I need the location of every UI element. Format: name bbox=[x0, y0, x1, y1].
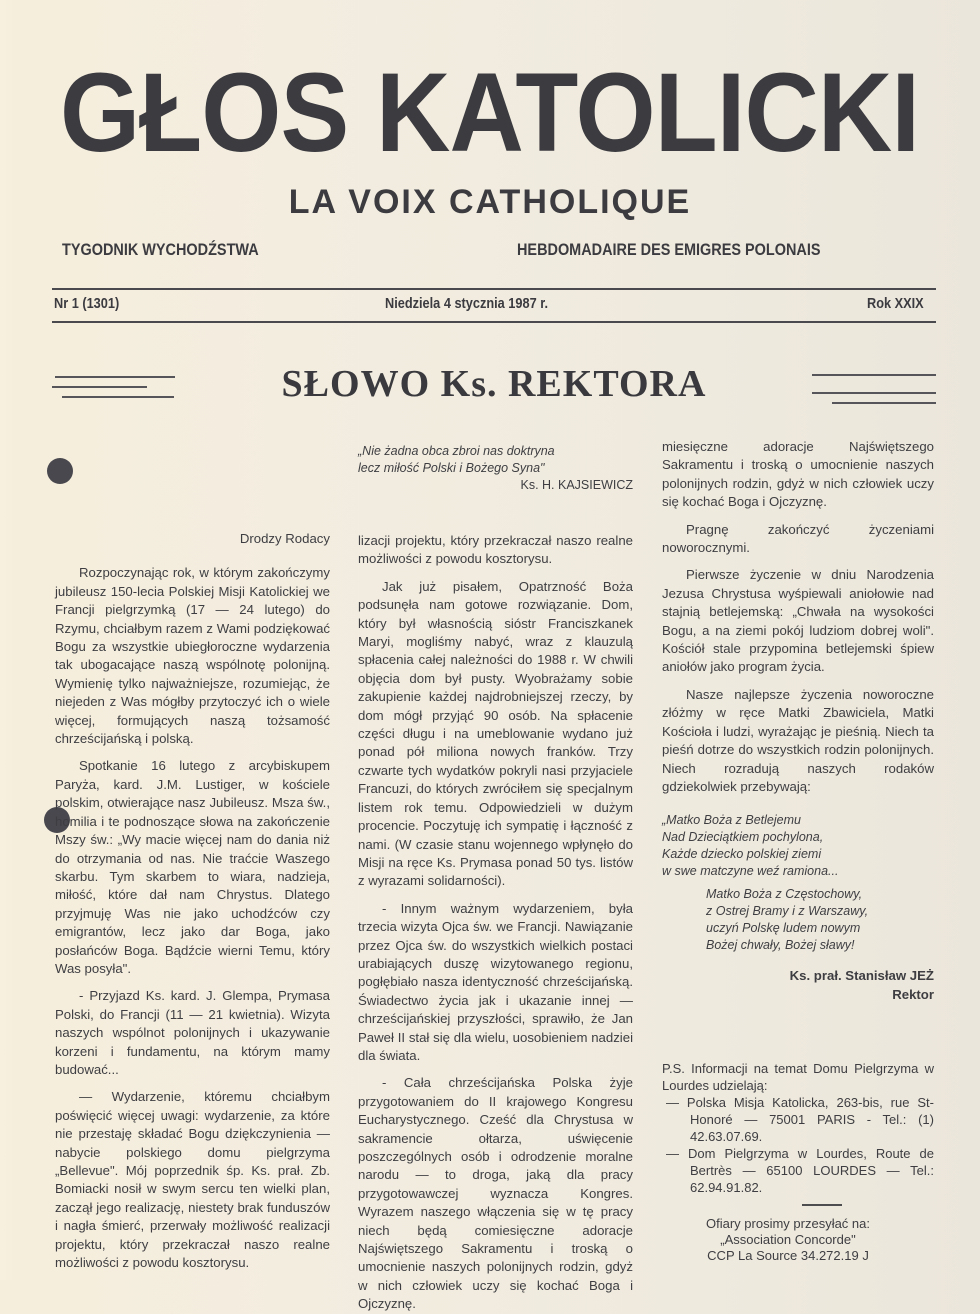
article-paragraph: Nasze najlepsze życzenia noworoczne złóżmy w ręce Matki Zbawiciela, Matki Kościoła i ludzi, wyrażając je pieśnią. Niech ta pieśń dotrze do wszystkich rodzin polonijnych. Niech rozradują naszych rodaków gdziekolwiek przebywają: bbox=[662, 686, 934, 794]
poem-line: Matko Boża z Częstochowy, bbox=[706, 887, 863, 902]
poem-line: z Ostrej Bramy i z Warszawy, bbox=[706, 904, 869, 919]
epigraph bbox=[358, 443, 633, 494]
article-title-row bbox=[52, 362, 936, 412]
article-paragraph: - Innym ważnym wydarzeniem, była trzecia wizyta Ojca św. we Francji. Nawiązanie przez Ojca św. do wszystkich wielkich postaci urabiających duszę wizytowanego regionu, pogłębiało nasza identyczność chrześcijańską. Świadectwo życia jak i ukazanie innej — chrześcijańskiej przyszłości, sprawiło, że Jan Paweł II stał się dla wielu, uosobieniem nadziei dla świata. bbox=[358, 900, 633, 1063]
article-paragraph: Jak już pisałem, Opatrzność Boża podsunęła nam gotowe rozwiązanie. Dom, który był własnością sióstr Franciszkanek Maryi, mogliśmy nabyć, wraz z klauzulą spłacenia całej należności do 1988 r. W chwili objęcia dom był pusty. Wyobrażamy sobie zakupienie każdej najdrobniejszej rzeczy, by dom mógł przyjąć 90 osób. Na spłacenie części długu i na umeblowanie wydano już ponad pół miliona nowych franków. Trzy czwarte tych wydatków pokryli nasi przyjaciele Francuzi, do których zwróciłem się specjalnym listem rok temu. Odpowiedzieli w dużym procencie. Poczytuję ich sympatię i łączność z nami. (W czasie stanu wojennego wpłynęło do Misji na ręce Ks. Prymasa ponad 50 tys. listów z wyrazami solidarności). bbox=[358, 578, 633, 889]
masthead-title: GŁOS KATOLICKI bbox=[60, 50, 920, 175]
article-column-1 bbox=[55, 530, 330, 1271]
epigraph-line: lecz miłość Polski i Bożego Syna" bbox=[358, 461, 545, 475]
article-greeting: Drodzy Rodacy bbox=[239, 531, 330, 546]
postscript-divider bbox=[802, 1204, 842, 1206]
punch-hole bbox=[47, 458, 73, 484]
offerings-line: CCP La Source 34.272.19 J bbox=[707, 1248, 869, 1264]
issue-bar bbox=[52, 295, 936, 315]
postscript-address: — Polska Misja Katolicka, 263-bis, rue St-Honoré — 75001 PARIS - Tel.: (1) 42.63.07.69. bbox=[666, 1095, 934, 1145]
epigraph-author: Ks. H. KAJSIEWICZ bbox=[520, 478, 633, 492]
article-paragraph: Rozpoczynając rok, w którym zakończymy jubileusz 150-lecia Polskiej Misji Katolickiej we Francji pielgrzymką (17 — 24 lutego) do Rzymu, chciałbym razem z Wami podziękować Bogu za wszystkie ubiegłoroczne wydarzenia tak ubogacające naszą wspólnotę polonijną. Wymienię tylko najważniejsze, rozumiejąc, że niejeden z Was mógłby przytoczyć ich o wiele więcej, formujących naszą tożsamość chrześcijańską i polską. bbox=[55, 565, 330, 747]
header-rule-top bbox=[52, 288, 936, 290]
poem-line: Każde dziecko polskiej ziemi bbox=[662, 847, 822, 862]
offerings-line: Ofiary prosimy przesyłać na: bbox=[706, 1216, 870, 1232]
signature-name: Ks. prał. Stanisław JEŻ bbox=[789, 968, 934, 984]
title-decoration-right bbox=[812, 374, 936, 376]
article-title: SŁOWO Ks. REKTORA bbox=[281, 363, 707, 405]
issue-year: Rok XXIX bbox=[867, 295, 924, 312]
poem-line: Bożej chwały, Bożej sławy! bbox=[706, 938, 855, 953]
article-paragraph: - Cała chrześcijańska Polska żyje przygotowaniem do II krajowego Kongresu Eucharystycznego. Cześć dla Chrystusa w sakramencie ołtarza, uświęcenie poszczególnych osób i odrodzenie moralne narodu — to droga, jaką dla pracy przygotowawczej wyznacza Kongres. Wyrazem naszego włączenia się w tę pracy niech będą comiesięczne adoracje Najświętszego Sakramentu i troską o umocnienie naszych polonijnych rodzin, gdyż w nich człowiek uczy się kochać Boga i Ojczyznę. bbox=[358, 1075, 633, 1312]
offerings-line: „Association Concorde" bbox=[720, 1232, 856, 1248]
poem-line: w swe matczyne weź ramiona... bbox=[662, 864, 839, 879]
offerings-note bbox=[662, 1216, 934, 1264]
article-paragraph: Spotkanie 16 lutego z arcybiskupem Paryża, kard. J.M. Lustiger, w kościele polskim, otwierające nasz Jubileusz. Msza św., homilia i te podnoszące słowa na zakończenie Mszy św.: „Wy macie więcej nam do dania niż do otrzymania od nas. Nie traćcie Waszego skarbu. Tym skarbem to wiara, nadzieja, miłość, które dał nam Chrystus. Dlatego przyjmuję Was nie jako uchodźców czy emigrantów, lecz jako dar Boga, jako posłańców Boga. Bądźcie wierni Temu, który Was posyła". bbox=[55, 758, 330, 976]
masthead-subtitle: LA VOIX CATHOLIQUE bbox=[288, 183, 692, 221]
article-paragraph-continued: miesięczne adoracje Najświętszego Sakramentu i troską o umocnienie naszych polonijnych rodzin, gdyż w nich człowiek uczy się kochać Boga i Ojczyznę. bbox=[662, 439, 934, 510]
masthead-tagline-french: HEBDOMADAIRE DES EMIGRES POLONAIS bbox=[517, 240, 821, 259]
poem-line: Nad Dzieciątkiem pochylona, bbox=[662, 830, 824, 845]
signature-role: Rektor bbox=[892, 987, 934, 1003]
article-paragraph: Pierwsze życzenie w dniu Narodzenia Jezusa Chrystusa wyśpiewali aniołowie nad stajnią betlejemską: „Chwała na wysokości Bogu, a na ziemi pokój ludziom dobrej woli". Kościół stale przypomina betlejemski śpiew aniołów jako program życia. bbox=[662, 567, 934, 675]
poem-stanza-1 bbox=[662, 812, 934, 880]
issue-number: Nr 1 (1301) bbox=[54, 295, 120, 312]
article-column-2 bbox=[358, 532, 633, 1312]
title-decoration-right bbox=[832, 402, 936, 404]
article-paragraph: Pragnę zakończyć życzeniami noworocznymi. bbox=[662, 521, 934, 556]
article-column-3 bbox=[662, 438, 934, 1264]
signature bbox=[662, 966, 934, 1004]
postscript bbox=[662, 1060, 934, 1264]
header-rule-bottom bbox=[52, 321, 936, 323]
poem-stanza-2 bbox=[706, 886, 934, 954]
poem-line: uczyń Polskę ludem nowym bbox=[706, 921, 861, 936]
issue-date: Niedziela 4 stycznia 1987 r. bbox=[385, 295, 549, 312]
postscript-address: — Dom Pielgrzyma w Lourdes, Route de Bertrès — 65100 LOURDES — Tel.: 62.94.91.82. bbox=[666, 1146, 934, 1196]
article-paragraph: - Przyjazd Ks. kard. J. Glempa, Prymasa Polski, do Francji (11 — 21 kwietnia). Wizyta naszych wspólnot polonijnych i ukazywanie korzeni i fundamentu, na którym mamy budować... bbox=[55, 988, 330, 1077]
article-paragraph: — Wydarzenie, któremu chciałbym poświęcić więcej uwagi: wydarzenie, za które nie przestaję składać Bogu dziękczynienia — nabycie polskiego domu pielgrzyma „Bellevue". Mój poprzednik śp. Ks. prał. Zb. Bomiacki nosił w swym sercu ten wielki plan, zaczął jego realizację, niestety brak funduszów i nagła śmierć, przerwały możliwość realizacji projektu, który przekraczał naszo realne możliwości z powodu kosztorysu. bbox=[55, 1089, 330, 1271]
masthead-tagline-polish: TYGODNIK WYCHODŹSTWA bbox=[62, 240, 259, 259]
title-decoration-right bbox=[812, 392, 936, 394]
poem-line: „Matko Boża z Betlejemu bbox=[662, 813, 801, 828]
article-paragraph-continued: lizacji projektu, który przekraczał naszo realne możliwości z powodu kosztorysu. bbox=[358, 533, 633, 567]
postscript-intro: P.S. Informacji na temat Domu Pielgrzyma w Lourdes udzielają: bbox=[662, 1061, 934, 1094]
epigraph-line: „Nie żadna obca zbroi nas doktryna bbox=[358, 444, 555, 458]
